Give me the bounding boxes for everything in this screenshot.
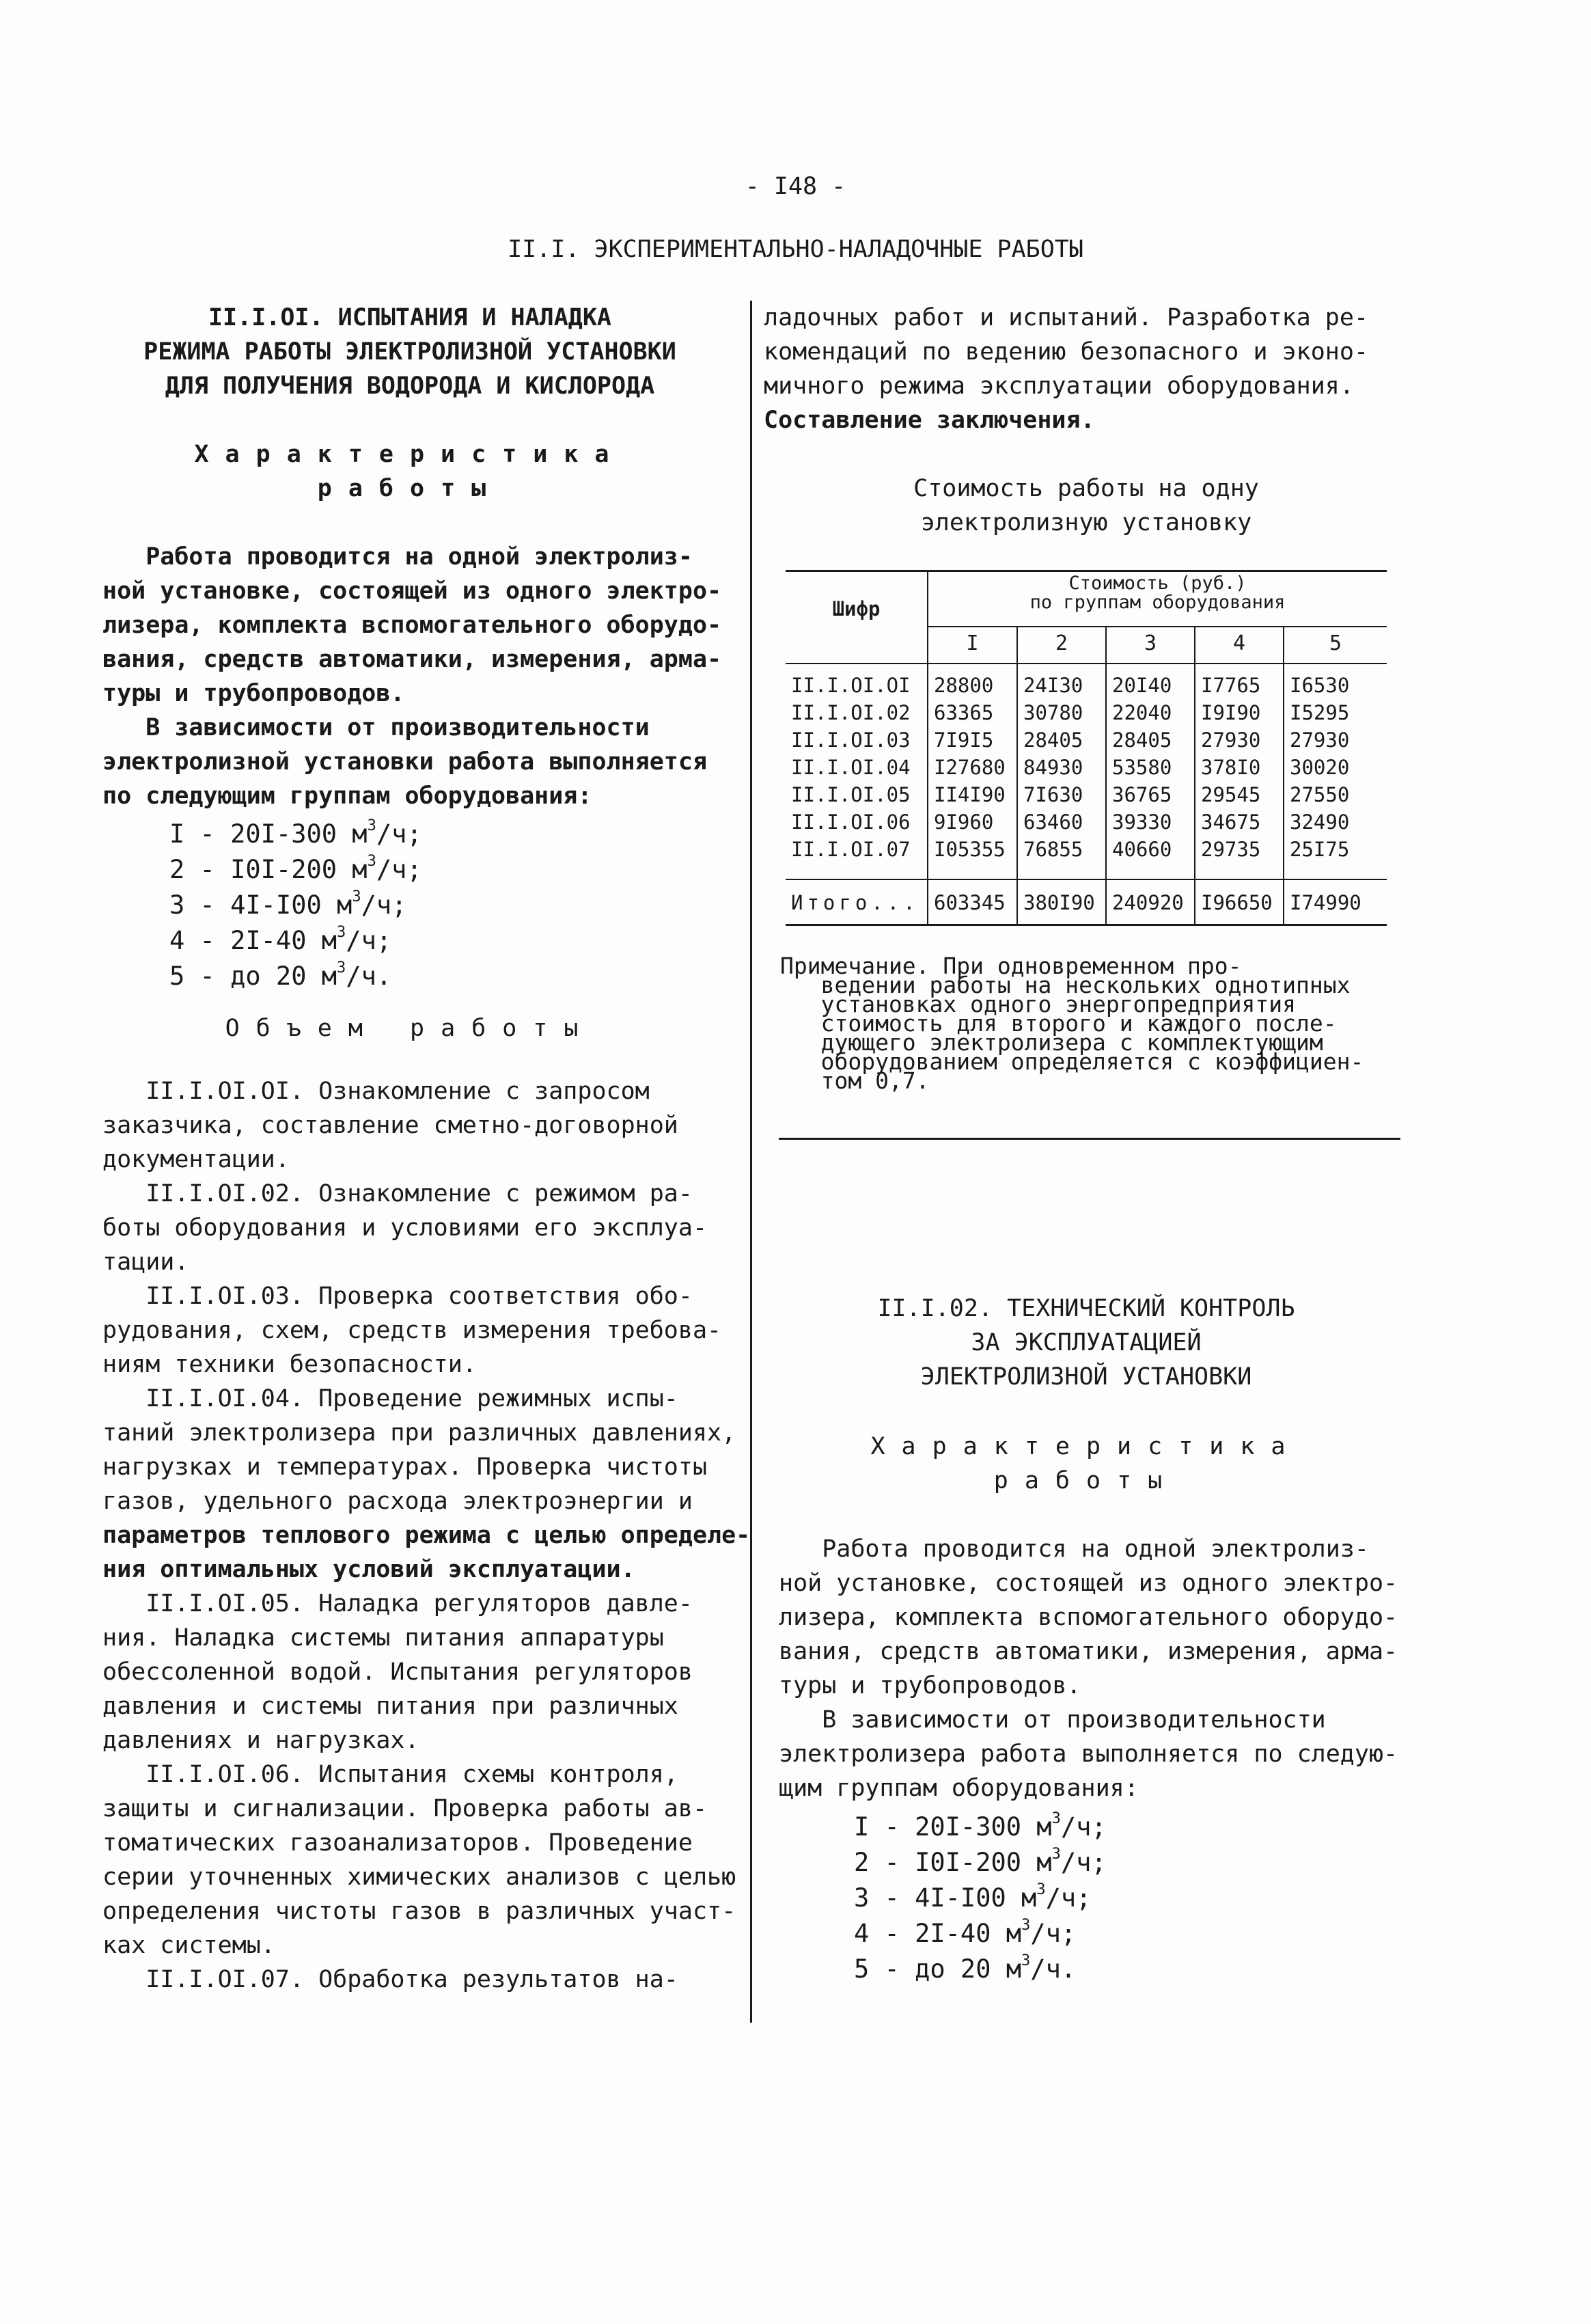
char-heading-line: работы — [317, 475, 503, 502]
text-line: вания, средств автоматики, измерения, арма- — [779, 1638, 1398, 1665]
group-item: 4 - 2I-40 $м^3/ч$; — [169, 924, 392, 955]
table-top-rule — [786, 570, 1387, 572]
group-item: 3 - 4I-I00 $м^3/ч$; — [169, 888, 407, 920]
heading2-line: ЗА ЭКСПЛУАТАЦИЕЙ — [971, 1329, 1202, 1356]
text-line: боты оборудования и условиями его эксплуа- — [102, 1214, 708, 1242]
left-groups — [169, 817, 422, 994]
page-number: - I48 - — [745, 173, 846, 200]
text-line: нагрузках и температурах. Проверка чистоты — [102, 1453, 708, 1481]
text-line: рудования, схем, средств измерения требова- — [102, 1317, 722, 1344]
text-line: заказчика, составление сметно-договорной — [102, 1112, 678, 1139]
group-item: 5 - до 20 $м^3/ч$. — [854, 1952, 1077, 1984]
left-heading-line: РЕЖИМА РАБОТЫ ЭЛЕКТРОЛИЗНОЙ УСТАНОВКИ — [143, 338, 676, 366]
text-line: томатических газоанализаторов. Проведение — [102, 1829, 693, 1857]
table-row: II.I.OI.04 I27680 84930 53580 378I0 30020 — [791, 756, 1350, 779]
cost-header: Стоимость (руб.) по группам оборудования — [1029, 573, 1286, 613]
text-line: Работа проводится на одной электролиз- — [102, 543, 693, 571]
table-row-total: Итого... 603345 380I90 240920 I96650 I74990 — [791, 891, 1361, 914]
text-line: В зависимости от производительности — [779, 1706, 1326, 1734]
group-item: I - 20I-300 $м^3/ч$; — [854, 1810, 1107, 1842]
volume-heading: Объем работы — [225, 1015, 595, 1042]
text-line: ной установке, состоящей из одного электро- — [102, 577, 722, 605]
text-line: ладочных работ и испытаний. Разработка ре- — [764, 304, 1369, 331]
table-row: II.I.OI.05 II4I90 7I630 36765 29545 27550 — [791, 783, 1350, 806]
heading2-line: II.I.02. ТЕХНИЧЕСКИЙ КОНТРОЛЬ — [877, 1295, 1295, 1322]
left-char-text — [102, 540, 721, 813]
table-row: II.I.OI.02 63365 30780 22040 I9I90 I5295 — [791, 701, 1350, 724]
column-divider — [750, 301, 752, 2023]
cost-rows — [786, 674, 1387, 865]
left-heading — [102, 301, 717, 403]
heading2-line: ЭЛЕКТРОЛИЗНОЙ УСТАНОВКИ — [920, 1363, 1252, 1391]
group-header-2: 2 — [1055, 631, 1068, 655]
total-top-rule — [786, 879, 1387, 880]
text-line: туры и трубопроводов. — [102, 680, 405, 707]
table-row: II.I.OI.07 I05355 76855 40660 29735 25I75 — [791, 838, 1350, 861]
note-line: дующего электролизера с комплектующим — [780, 1029, 1323, 1056]
caption-line: Стоимость работы на одну — [913, 475, 1259, 502]
text-line: защиты и сигнализации. Проверка работы ав- — [102, 1795, 708, 1822]
group-header-1: I — [966, 631, 979, 655]
group-item: I - 20I-300 $м^3/ч$; — [169, 817, 422, 849]
group-item: 4 - 2I-40 $м^3/ч$; — [854, 1917, 1077, 1948]
note-rule — [779, 1138, 1400, 1140]
right-heading2 — [779, 1291, 1394, 1394]
text-line: II.I.OI.07. Обработка результатов на- — [102, 1966, 678, 1993]
section-title: II.I. ЭКСПЕРИМЕНТАЛЬНО-НАЛАДОЧНЫЕ РАБОТЫ — [508, 236, 1083, 263]
group-item: 3 - 4I-I00 $м^3/ч$; — [854, 1881, 1092, 1913]
header-bottom-rule — [786, 663, 1387, 664]
table-row: II.I.OI.06 9I960 63460 39330 34675 32490 — [791, 810, 1350, 834]
text-line: лизера, комплекта вспомогательного оборудо- — [102, 612, 722, 639]
text-line: лизера, комплекта вспомогательного оборудо- — [779, 1604, 1398, 1631]
right-groups — [854, 1809, 1107, 1987]
text-line: вания, средств автоматики, измерения, арма- — [102, 646, 722, 673]
text-line: Составление заключения. — [764, 407, 1095, 434]
group-item: 2 - I0I-200 $м^3/ч$; — [854, 1846, 1107, 1877]
right-cont-text — [764, 301, 1368, 437]
text-line: параметров теплового режима с целью определе- — [102, 1522, 751, 1549]
total-row — [786, 891, 1387, 914]
table-row: II.I.OI.03 7I9I5 28405 28405 27930 27930 — [791, 728, 1350, 752]
caption-line: электролизную установку — [920, 509, 1252, 536]
text-line: ния. Наладка системы питания аппаратуры — [102, 1624, 664, 1652]
text-line: ния оптимальных условий эксплуатации. — [102, 1556, 635, 1583]
right-char-text — [779, 1532, 1398, 1805]
text-line: туры и трубопроводов. — [779, 1672, 1081, 1699]
group-header-5: 5 — [1329, 631, 1342, 655]
char-heading-line: Характеристика — [194, 441, 626, 468]
note-line: оборудованием определяется с коэффициен- — [780, 1048, 1364, 1075]
text-line: серии уточненных химических анализов с целью — [102, 1863, 736, 1891]
text-line: II.I.OI.06. Испытания схемы контроля, — [102, 1761, 678, 1788]
text-line: комендаций по ведению безопасного и эконо- — [764, 338, 1369, 366]
text-line: электролизной установки работа выполняется — [102, 748, 708, 776]
text-line: II.I.OI.OI. Ознакомление с запросом — [102, 1078, 650, 1105]
text-line: Работа проводится на одной электролиз- — [779, 1535, 1369, 1563]
text-line: давлениях и нагрузках. — [102, 1727, 419, 1754]
text-line: II.I.OI.02. Ознакомление с режимом ра- — [102, 1180, 693, 1207]
text-line: ниям техники безопасности. — [102, 1351, 477, 1378]
right-char-heading — [779, 1430, 1394, 1498]
text-line: документации. — [102, 1146, 290, 1173]
note-line: ведении работы на нескольких однотипных — [780, 972, 1351, 998]
text-line: ках системы. — [102, 1932, 275, 1959]
text-line: газов, удельного расхода электроэнергии и — [102, 1488, 693, 1515]
table-bottom-rule — [786, 924, 1387, 926]
note-line: Примечание. При одновременном про- — [780, 953, 1242, 979]
text-line: мичного режима эксплуатации оборудования. — [764, 372, 1354, 400]
text-line: таний электролизера при различных давлениях, — [102, 1419, 736, 1447]
table-caption — [779, 471, 1394, 540]
code-header: Шифр — [832, 597, 881, 620]
table-note — [780, 953, 1364, 1094]
char-heading-line: работы — [993, 1467, 1179, 1494]
left-heading-line: ДЛЯ ПОЛУЧЕНИЯ ВОДОРОДА И КИСЛОРОДА — [165, 372, 655, 400]
text-line: давления и системы питания при различных — [102, 1693, 678, 1720]
left-volume-text — [102, 1074, 750, 1997]
text-line: по следующим группам оборудования: — [102, 782, 592, 810]
text-line: II.I.OI.04. Проведение режимных испы- — [102, 1385, 678, 1412]
text-line: электролизера работа выполняется по следую- — [779, 1740, 1398, 1768]
text-line: II.I.OI.05. Наладка регуляторов давле- — [102, 1590, 693, 1617]
header-mid-rule — [928, 626, 1387, 627]
group-item: 2 - I0I-200 $м^3/ч$; — [169, 853, 422, 884]
text-line: определения чистоты газов в различных участ- — [102, 1898, 736, 1925]
text-line: II.I.OI.03. Проверка соответствия обо- — [102, 1283, 693, 1310]
text-line: щим группам оборудования: — [779, 1775, 1139, 1802]
text-line: В зависимости от производительности — [102, 714, 650, 741]
note-line: установках одного энергопредприятия — [780, 991, 1296, 1017]
left-char-heading — [102, 437, 717, 506]
group-header-3: 3 — [1144, 631, 1157, 655]
table-row: II.I.OI.OI 28800 24I30 20I40 I7765 I6530 — [791, 674, 1350, 697]
group-header-4: 4 — [1232, 631, 1246, 655]
group-item: 5 - до 20 $м^3/ч$. — [169, 959, 392, 991]
note-line: том 0,7. — [780, 1067, 930, 1094]
left-heading-line: II.I.OI. ИСПЫТАНИЯ И НАЛАДКА — [208, 304, 611, 331]
text-line: обессоленной водой. Испытания регуляторов — [102, 1658, 693, 1686]
text-line: ной установке, состоящей из одного электро- — [779, 1570, 1398, 1597]
char-heading-line: Характеристика — [870, 1433, 1302, 1460]
note-line: стоимость для второго и каждого после- — [780, 1010, 1337, 1037]
text-line: тации. — [102, 1248, 189, 1276]
